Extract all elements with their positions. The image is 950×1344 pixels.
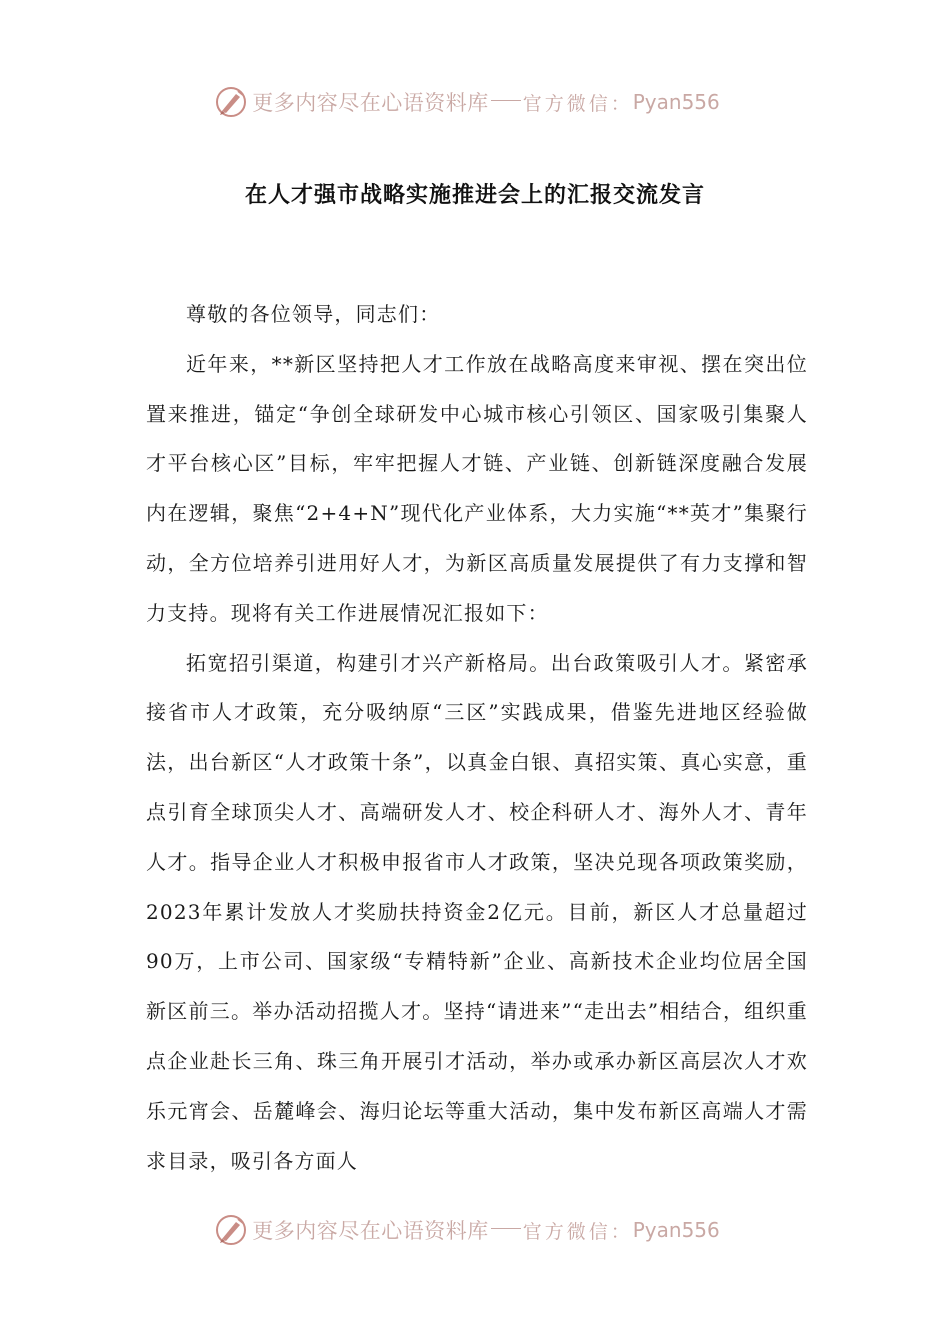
header-watermark-banner: [0, 82, 950, 122]
footer-watermark-banner: [0, 1210, 950, 1250]
salutation: 尊敬的各位领导，同志们：: [186, 302, 441, 326]
banner-wechat-id: Pyan556: [632, 1218, 720, 1242]
document-title: 在人才强市战略实施推进会上的汇报交流发言: [244, 183, 705, 208]
banner-subtext: 官方微信：: [522, 92, 633, 115]
pen-nib-icon: [214, 1213, 248, 1247]
paragraph: 近年来，**新区坚持把人才工作放在战略高度来审视、摆在突出位置来推进，锚定“争创全球研发中心城市核心引领区、国家吸引集聚人才平台核心区”目标，牢牢把握人才链、产业链、创新链深度融合发展内在逻辑，聚焦“2+4+N”现代化产业体系，大力实施“**英才”集聚行动，全方位培养引进用好人才，为新区高质量发展提供了有力支撑和智力支持。现将有关工作进展情况汇报如下：: [146, 351, 808, 625]
document-body: [146, 290, 808, 1186]
paragraph: 拓宽招引渠道，构建引才兴产新格局。出台政策吸引人才。紧密承接省市人才政策，充分吸纳原“三区”实践成果，借鉴先进地区经验做法，出台新区“人才政策十条”，以真金白银、真招实策、真心实意，重点引育全球顶尖人才、高端研发人才、校企科研人才、海外人才、青年人才。指导企业人才积极申报省市人才政策，坚决兑现各项政策奖励，2023年累计发放人才奖励扶持资金2亿元。目前，新区人才总量超过90万，上市公司、国家级“专精特新”企业、高新技术企业均位居全国新区前三。举办活动招揽人才。坚持“请进来”“走出去”相结合，组织重点企业赴长三角、珠三角开展引才活动，举办或承办新区高层次人才欢乐元宵会、岳麓峰会、海归论坛等重大活动，集中发布新区高端人才需求目录，吸引各方面人: [146, 650, 808, 1173]
banner-dash: [491, 100, 521, 101]
pen-nib-icon: [214, 85, 248, 119]
banner-text: 更多内容尽在心语资料库: [252, 91, 489, 115]
banner-wechat-id: Pyan556: [632, 90, 720, 114]
banner-subtext: 官方微信：: [522, 1220, 633, 1243]
banner-text: 更多内容尽在心语资料库: [252, 1219, 489, 1243]
banner-dash: [491, 1228, 521, 1229]
